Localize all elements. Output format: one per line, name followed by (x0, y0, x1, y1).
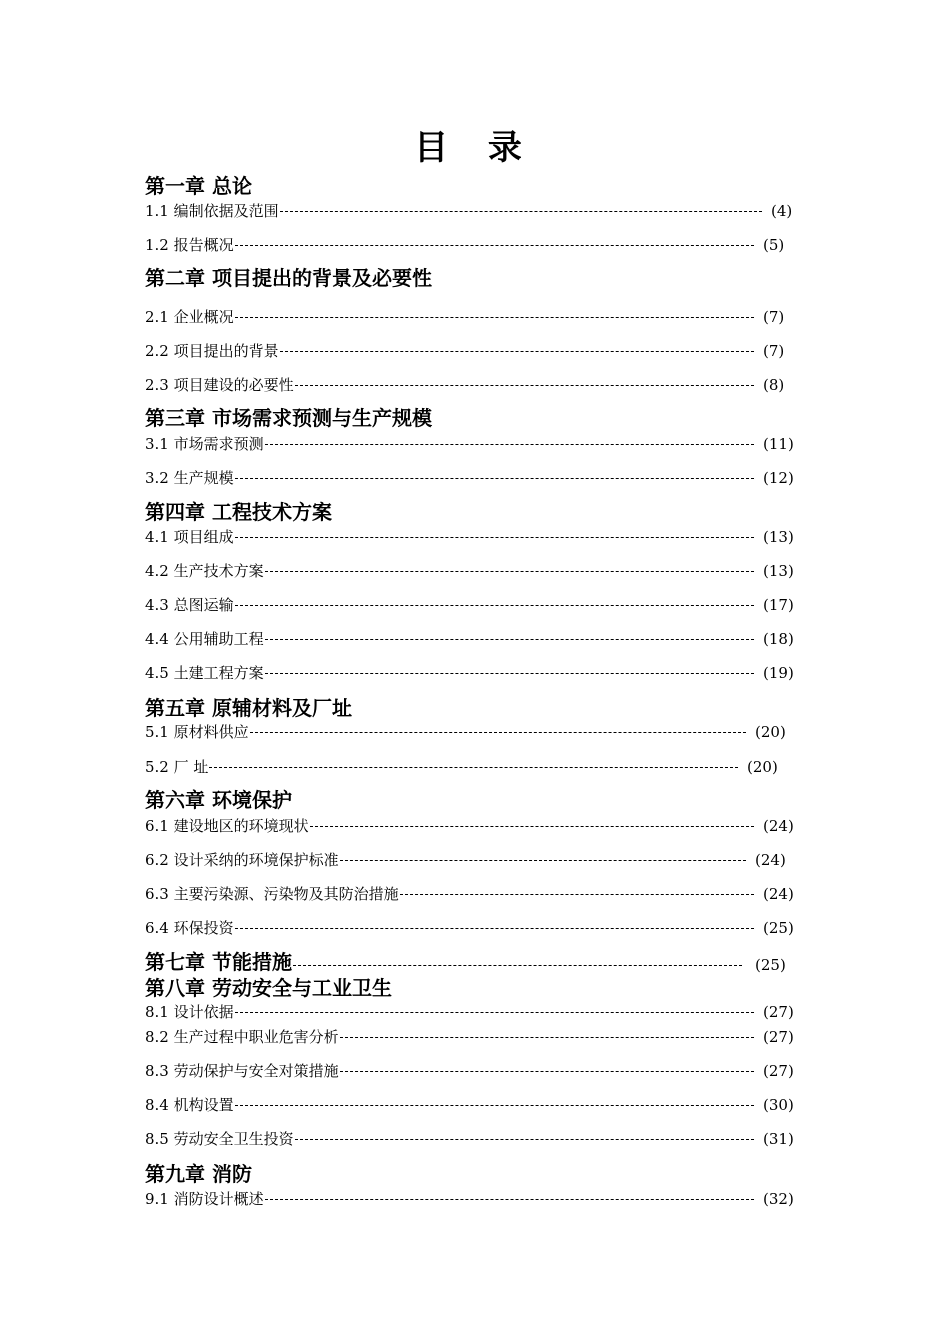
toc-entry[interactable] (145, 307, 845, 327)
entry-title: 2.2 项目提出的背景 (145, 342, 279, 360)
dot-leader (235, 245, 754, 246)
page-title: 目 录 (414, 128, 536, 168)
entry-title: 8.4 机构设置 (145, 1096, 234, 1114)
page-number: (12) (763, 469, 794, 487)
dot-leader (235, 478, 754, 479)
toc-entry[interactable] (145, 1189, 845, 1209)
chapter-heading: 第三章 市场需求预测与生产规模 (145, 406, 432, 430)
page-number: (25) (755, 956, 786, 974)
dot-leader (310, 826, 754, 827)
entry-title: 8.3 劳动保护与安全对策措施 (145, 1062, 339, 1080)
dot-leader (235, 537, 754, 538)
page-number: (19) (763, 664, 794, 682)
entry-title: 4.2 生产技术方案 (145, 562, 264, 580)
entry-title: 5.2 厂 址 (145, 758, 209, 776)
toc-entry[interactable] (145, 468, 845, 488)
entry-title: 9.1 消防设计概述 (145, 1190, 264, 1208)
toc-entry[interactable] (145, 1095, 845, 1115)
dot-leader (340, 1037, 754, 1038)
toc-entry[interactable] (145, 757, 845, 777)
chapter-heading: 第六章 环境保护 (145, 788, 292, 812)
chapter-heading: 第九章 消防 (145, 1162, 252, 1186)
toc-entry[interactable] (145, 201, 845, 221)
page-number: (30) (763, 1096, 794, 1114)
dot-leader (235, 317, 754, 318)
dot-leader (280, 211, 762, 212)
page-number: (24) (755, 851, 786, 869)
entry-title: 6.2 设计采纳的环境保护标准 (145, 851, 339, 869)
chapter-page-row (145, 955, 845, 975)
dot-leader (250, 732, 746, 733)
entry-title: 2.1 企业概况 (145, 308, 234, 326)
toc-entry[interactable] (145, 1027, 845, 1047)
chapter-heading: 第二章 项目提出的背景及必要性 (145, 266, 432, 290)
toc-entry[interactable] (145, 595, 845, 615)
toc-entry[interactable] (145, 235, 845, 255)
page-number: (25) (763, 919, 794, 937)
page-number: (27) (763, 1062, 794, 1080)
page-number: (27) (763, 1003, 794, 1021)
page-number: (17) (763, 596, 794, 614)
dot-leader (235, 605, 754, 606)
dot-leader (265, 571, 754, 572)
toc-entry[interactable] (145, 918, 845, 938)
entry-title: 5.1 原材料供应 (145, 723, 249, 741)
toc-entry[interactable] (145, 850, 845, 870)
entry-title: 1.1 编制依据及范围 (145, 202, 279, 220)
dot-leader (295, 385, 754, 386)
toc-entry[interactable] (145, 1129, 845, 1149)
chapter-heading: 第七章 节能措施 (145, 950, 292, 974)
page-number: (24) (763, 817, 794, 835)
entry-title: 4.4 公用辅助工程 (145, 630, 264, 648)
page-number: (31) (763, 1130, 794, 1148)
toc-entry[interactable] (145, 1061, 845, 1081)
page-number: (13) (763, 528, 794, 546)
entry-title: 8.5 劳动安全卫生投资 (145, 1130, 294, 1148)
dot-leader (400, 894, 754, 895)
entry-title: 4.5 土建工程方案 (145, 664, 264, 682)
dot-leader (209, 767, 738, 768)
dot-leader (280, 351, 754, 352)
entry-title: 8.2 生产过程中职业危害分析 (145, 1028, 339, 1046)
page-number: (5) (763, 236, 785, 254)
page-number: (8) (763, 376, 785, 394)
entry-title: 6.4 环保投资 (145, 919, 234, 937)
page-number: (7) (763, 308, 785, 326)
dot-leader (235, 1012, 754, 1013)
page-number: (20) (755, 723, 786, 741)
dot-leader (265, 639, 754, 640)
chapter-heading: 第八章 劳动安全与工业卫生 (145, 976, 392, 1000)
toc-entry[interactable] (145, 341, 845, 361)
page-number: (11) (763, 435, 794, 453)
toc-entry[interactable] (145, 434, 845, 454)
dot-leader (265, 673, 754, 674)
dot-leader (340, 860, 746, 861)
chapter-heading: 第一章 总论 (145, 174, 252, 198)
toc-entry[interactable] (145, 527, 845, 547)
dot-leader (235, 1105, 754, 1106)
entry-title: 3.1 市场需求预测 (145, 435, 264, 453)
page-number: (13) (763, 562, 794, 580)
dot-leader (235, 928, 754, 929)
toc-entry[interactable] (145, 663, 845, 683)
chapter-heading: 第四章 工程技术方案 (145, 500, 332, 524)
page-number: (27) (763, 1028, 794, 1046)
entry-title: 6.3 主要污染源、污染物及其防治措施 (145, 885, 399, 903)
entry-title: 4.3 总图运输 (145, 596, 234, 614)
entry-title: 4.1 项目组成 (145, 528, 234, 546)
toc-entry[interactable] (145, 561, 845, 581)
toc-entry[interactable] (145, 884, 845, 904)
entry-title: 8.1 设计依据 (145, 1003, 234, 1021)
page-number: (18) (763, 630, 794, 648)
toc-entry[interactable] (145, 1002, 845, 1022)
page-number: (32) (763, 1190, 794, 1208)
toc-entry[interactable] (145, 375, 845, 395)
page-number: (7) (763, 342, 785, 360)
toc-entry[interactable] (145, 816, 845, 836)
dot-leader (265, 1199, 754, 1200)
entry-title: 6.1 建设地区的环境现状 (145, 817, 309, 835)
chapter-heading: 第五章 原辅材料及厂址 (145, 696, 352, 720)
entry-title: 1.2 报告概况 (145, 236, 234, 254)
toc-entry[interactable] (145, 629, 845, 649)
page-number: (24) (763, 885, 794, 903)
dot-leader (340, 1071, 754, 1072)
entry-title: 2.3 项目建设的必要性 (145, 376, 294, 394)
page-number: (4) (771, 202, 793, 220)
dot-leader (265, 444, 754, 445)
dot-leader (293, 965, 742, 966)
toc-entry[interactable] (145, 722, 845, 742)
page-number: (20) (747, 758, 778, 776)
dot-leader (295, 1139, 754, 1140)
entry-title: 3.2 生产规模 (145, 469, 234, 487)
